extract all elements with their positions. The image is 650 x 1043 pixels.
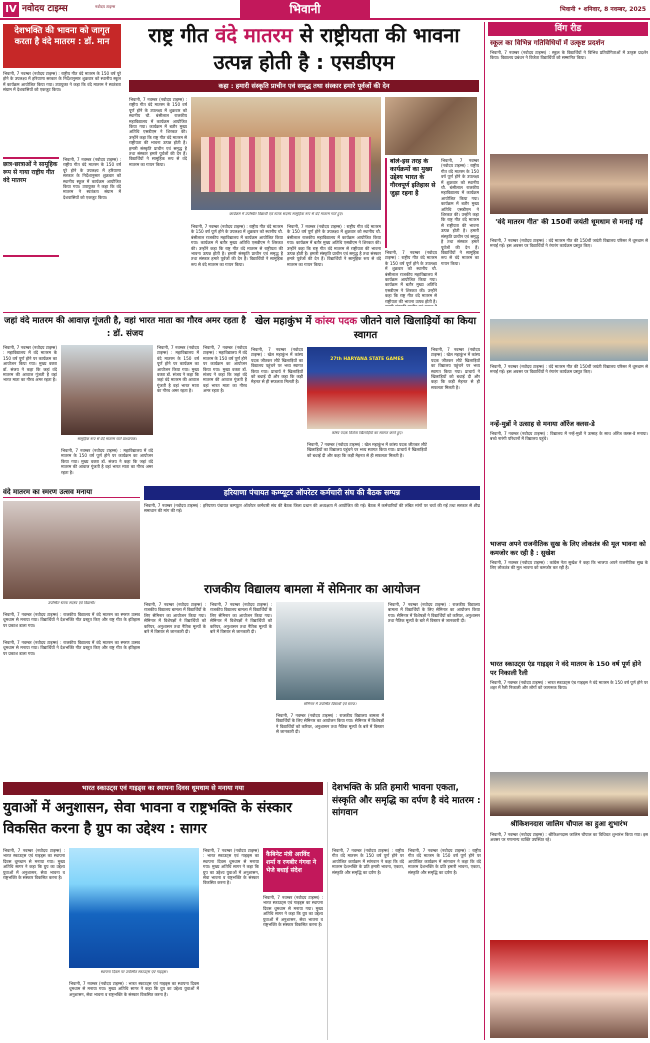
smaran-body: भिवानी, 7 नवम्बर (नवोदय टाइम्स) : राजकीय विद्यालय में वंदे मातरम का स्मरण उत्सव धूमधाम से मनाया गया। विद्यार्थियों ने देशभक्ति गीत प्रस्तुत किए और राष्ट्र गीत के इतिहास पर प्रकाश डाला गया। <box>3 612 140 628</box>
seminar-story <box>144 580 480 776</box>
sanjay-headline: जहां वंदे मातरम की आवाज़ गूंजती है, वहां भारत माता का गौरव अमर रहता है : डॉ. संजय <box>4 316 246 339</box>
left-story-body-cont: भिवानी, 7 नवम्बर (नवोदय टाइम्स) : राष्ट्रीय गीत वंदे मातरम के 150 वर्ष पूरे होने के उपलक्ष्य में हरियाणा सरकार के निर्देशानुसार शुक्रवार को स्थानीय स्कूल में कार्यक्रम आयोजित किया गया। उपायुक्त ने कहा कि वंदे मातरम ने स्वतंत्रता संग्राम में देशवासियों को एकजुट किया। <box>63 157 121 200</box>
lead-headline: राष्ट्र गीत वंदे मातरम से राष्ट्रीयता की भावना उत्पन्न होती है : एसडीएम <box>148 23 460 74</box>
lead-photo <box>191 97 381 210</box>
paper-name: नवोदय टाइम्स <box>22 4 68 14</box>
sports-photo <box>307 347 427 429</box>
lead-photo-caption: कार्यक्रम में उपस्थित विद्यार्थी एवं स्टाफ सदस्य सामूहिक रूप से वंदे मातरम गाते हुए। <box>229 212 343 216</box>
lead-body-col1: भिवानी, 7 नवम्बर (नवोदय टाइम्स) : राष्ट्रीय गीत वंदे मातरम के 150 वर्ष पूर्ण होने के उपलक्ष्य में शुक्रवार को स्थानीय चौ. बंसीलाल राजकीय महाविद्यालय में कार्यक्रम आयोजित किया गया। कार्यक्रम में बतौर मुख्य अतिथि एसडीएम ने शिरकत की। उन्होंने कहा कि राष्ट्र गीत वंदे मातरम से राष्ट्रीयता की भावना उत्पन्न होती है। हमारी संस्कृति प्राचीन एवं समृद्ध है तथा संस्कार हमारे पूर्वजों की देन हैं। विद्यार्थियों ने सामूहिक रूप से वंदे मातरम का गायन किया। <box>129 97 187 167</box>
seminar-headline: राजकीय विद्यालय बामला में सेमिनार का आयोजन <box>204 582 420 596</box>
left-story-pullquote: छात्र-छात्राओं ने सामूहिक रूप से गाया राष्ट्रीय गीत वंदे मातरम <box>3 157 59 257</box>
sanjay-story <box>3 312 247 482</box>
lead-pullquote: बोले-इस तरह के कार्यक्रमों का मुख्य उद्देश्य भारत के गौरवपूर्ण इतिहास से जुड़ा रहना है <box>385 158 437 248</box>
scouts-body-col4: भिवानी, 7 नवम्बर (नवोदय टाइम्स) : भारत स्काउट्स एवं गाइड्स का स्थापना दिवस धूमधाम से मनाया गया। मुख्य अतिथि सागर ने कहा कि ग्रुप का उद्देश्य युवाओं में अनुशासन, सेवा भावना व राष्ट्रभक्ति के संस्कार विकसित करना है। <box>263 895 323 928</box>
section-title: भिवानी <box>240 0 370 18</box>
sports-body-col2: भिवानी, 7 नवम्बर (नवोदय टाइम्स) : खेल महाकुंभ में कांस्य पदक जीतकर लौटे खिलाड़ियों का विद्यालय पहुंचने पर भव्य स्वागत किया गया। प्राचार्य ने खिलाड़ियों को बधाई दी और कहा कि कड़ी मेहनत से ही सफलता मिलती है। <box>307 442 427 458</box>
smaran-headline: वंदे मातरम का स्मरण उत्सव मनाया <box>3 486 140 498</box>
sidebar-header: विंग रीड <box>488 22 648 36</box>
lead-body-col3: भिवानी, 7 नवम्बर (नवोदय टाइम्स) : राष्ट्रीय गीत वंदे मातरम के 150 वर्ष पूर्ण होने के उपलक्ष्य में शुक्रवार को स्थानीय चौ. बंसीलाल राजकीय महाविद्यालय में कार्यक्रम आयोजित किया गया। कार्यक्रम में बतौर मुख्य अतिथि एसडीएम ने शिरकत की। उन्होंने कहा कि राष्ट्र गीत वंदे मातरम से राष्ट्रीयता की भावना उत्पन्न होती है। हमारी संस्कृति प्राचीन एवं समृद्ध है तथा संस्कार हमारे पूर्वजों की देन हैं। विद्यार्थियों ने सामूहिक रूप से वंदे मातरम का गायन किया। <box>287 224 381 267</box>
lead-side-photo <box>385 97 477 155</box>
scouts-body-col3: भिवानी, 7 नवम्बर (नवोदय टाइम्स) : भारत स्काउट्स एवं गाइड्स का स्थापना दिवस धूमधाम से मनाया गया। मुख्य अतिथि सागर ने कहा कि ग्रुप का उद्देश्य युवाओं में अनुशासन, सेवा भावना व राष्ट्रभक्ति के संस्कार विकसित करना है। <box>203 848 259 886</box>
masthead <box>0 0 650 20</box>
smaran-story <box>3 486 140 636</box>
sidebar-story6-photo <box>490 940 648 1038</box>
sanjay-photo <box>61 345 153 435</box>
sidebar-story6-body: भिवानी, 7 नवम्बर (नवोदय टाइम्स) : श्रीकिशनदास जालिम चौपाल का विधिवत शुभारंभ किया गया। इस अवसर पर गणमान्य व्यक्ति उपस्थित रहे। <box>490 832 648 843</box>
scouts-body-col2: भिवानी, 7 नवम्बर (नवोदय टाइम्स) : भारत स्काउट्स एवं गाइड्स का स्थापना दिवस धूमधाम से मनाया गया। मुख्य अतिथि सागर ने कहा कि ग्रुप का उद्देश्य युवाओं में अनुशासन, सेवा भावना व राष्ट्रभक्ति के संस्कार विकसित करना है। <box>69 981 199 997</box>
sports-headline: खेल महाकुंभ में कांस्य पदक जीतने वाले खिलाड़ियों का किया स्वागत <box>254 316 477 341</box>
scouts-story <box>3 782 323 1040</box>
sports-caption: कांस्य पदक विजेता खिलाड़ियों का स्वागत करते हुए। <box>331 431 403 435</box>
scouts-body-col1: भिवानी, 7 नवम्बर (नवोदय टाइम्स) : भारत स्काउट्स एवं गाइड्स का स्थापना दिवस धूमधाम से मनाया गया। मुख्य अतिथि सागर ने कहा कि ग्रुप का उद्देश्य युवाओं में अनुशासन, सेवा भावना व राष्ट्रभक्ति के संस्कार विकसित करना है। <box>3 848 65 881</box>
sanjay-caption: सामूहिक रूप से वंदे मातरम गाते प्राध्यापक। <box>77 437 137 441</box>
lead-story <box>125 22 480 306</box>
sidebar-story5-photo <box>490 772 648 816</box>
scouts-sub-box: कैबिनेट मंत्री अरविंद शर्मा व रणबीर गंगवा ने भेजे बधाई संदेश <box>263 848 323 892</box>
sidebar-story4-headline: भाजपा अपने राजनीतिक सुख के लिए लोकतंत्र की मूल भावना को कमजोर कर रही है : सुखेश <box>490 540 646 557</box>
panchayat-story <box>144 486 480 576</box>
scouts-kicker: भारत स्काउट्स एवं गाइड्स का स्थापना दिवस धूमधाम से मनाया गया <box>3 782 323 795</box>
scouts-caption: स्थापना दिवस पर उपस्थित स्काउट्स एवं गाइड्स। <box>100 970 168 974</box>
issue-date: भिवानी • शनिवार, 8 नवम्बर, 2025 <box>559 6 646 13</box>
seminar-body-col4: भिवानी, 7 नवम्बर (नवोदय टाइम्स) : राजकीय विद्यालय बामला में विद्यार्थियों के लिए सेमिनार का आयोजन किया गया। सेमिनार में विशेषज्ञों ने विद्यार्थियों को करियर, अनुशासन तथा नैतिक मूल्यों के बारे में विस्तार से जानकारी दी। <box>388 602 480 624</box>
sports-body-col3: भिवानी, 7 नवम्बर (नवोदय टाइम्स) : खेल महाकुंभ में कांस्य पदक जीतकर लौटे खिलाड़ियों का विद्यालय पहुंचने पर भव्य स्वागत किया गया। प्राचार्य ने खिलाड़ियों को बधाई दी और कहा कि कड़ी मेहनत से ही सफलता मिलती है। <box>431 347 480 390</box>
smaran-caption: उपस्थित स्टाफ सदस्य एवं विद्यार्थी। <box>47 601 96 605</box>
sanskriti-headline: देशभक्ति के प्रति हमारी भावना एकता, संस्कृति और समृद्धि का दर्पण है वंदे मातरम : सांगवान <box>332 783 481 818</box>
sidebar-story2-headline: 'वंदे मातरम गीत' की 150वीं जयंती धूमधाम से मनाई गई <box>495 218 643 226</box>
left-story-headline: देशभक्ति की भावना को जागृत करता है वंदे मातरम : डॉ. मान <box>3 24 121 68</box>
lead-body-col2: भिवानी, 7 नवम्बर (नवोदय टाइम्स) : राष्ट्रीय गीत वंदे मातरम के 150 वर्ष पूर्ण होने के उपलक्ष्य में शुक्रवार को स्थानीय चौ. बंसीलाल राजकीय महाविद्यालय में कार्यक्रम आयोजित किया गया। कार्यक्रम में बतौर मुख्य अतिथि एसडीएम ने शिरकत की। उन्होंने कहा कि राष्ट्र गीत वंदे मातरम से राष्ट्रीयता की भावना उत्पन्न होती है। हमारी संस्कृति प्राचीन एवं समृद्ध है तथा संस्कार हमारे पूर्वजों की देन हैं। विद्यार्थियों ने सामूहिक रूप से वंदे मातरम का गायन किया। <box>191 224 283 267</box>
scouts-photo <box>69 848 199 968</box>
sidebar-story4-body: भिवानी, 7 नवम्बर (नवोदय टाइम्स) : कांग्रेस नेता सुखेश ने कहा कि भाजपा अपने राजनीतिक सुख के लिए लोकतंत्र की मूल भावना को कमजोर कर रही है। <box>490 560 648 571</box>
sanjay-body-col2: भिवानी, 7 नवम्बर (नवोदय टाइम्स) : महाविद्यालय में वंदे मातरम के 150 वर्ष पूर्ण होने पर कार्यक्रम का आयोजन किया गया। मुख्य वक्ता डॉ. संजय ने कहा कि जहां वंदे मातरम की आवाज गूंजती है वहां भारत माता का गौरव अमर रहता है। <box>61 448 153 475</box>
scouts-headline: युवाओं में अनुशासन, सेवा भावना व राष्ट्रभक्ति के संस्कार विकसित करना है ग्रुप का उद्देश्य : सागर <box>3 800 292 837</box>
smaran-body-cont: भिवानी, 7 नवम्बर (नवोदय टाइम्स) : राजकीय विद्यालय में वंदे मातरम का स्मरण उत्सव धूमधाम से मनाया गया। विद्यार्थियों ने देशभक्ति गीत प्रस्तुत किए और राष्ट्र गीत के इतिहास पर प्रकाश डाला गया। <box>3 640 140 656</box>
lead-body-col4: भिवानी, 7 नवम्बर (नवोदय टाइम्स) : राष्ट्रीय गीत वंदे मातरम के 150 वर्ष पूर्ण होने के उपलक्ष्य में शुक्रवार को स्थानीय चौ. बंसीलाल राजकीय महाविद्यालय में कार्यक्रम आयोजित किया गया। कार्यक्रम में बतौर मुख्य अतिथि एसडीएम ने शिरकत की। उन्होंने कहा कि राष्ट्र गीत वंदे मातरम से राष्ट्रीयता की भावना उत्पन्न होती है। हमारी संस्कृति प्राचीन एवं समृद्ध है तथा संस्कार हमारे पूर्वजों की देन हैं। विद्यार्थियों ने सामूहिक रूप से वंदे मातरम का गायन किया। <box>441 158 479 266</box>
sidebar-story3-body: भिवानी, 7 नवम्बर (नवोदय टाइम्स) : विद्यालय में नन्हें-मुन्नों ने उत्साह के साथ ऑरेंज क्लस-डे मनाया। बच्चे नारंगी परिधानों में विद्यालय पहुंचे। <box>490 431 648 442</box>
panchayat-body: भिवानी, 7 नवम्बर (नवोदय टाइम्स) : हरियाणा पंचायत कम्प्यूटर ऑपरेटर कर्मचारी संघ की बैठक जिला प्रधान की अध्यक्षता में आयोजित की गई। बैठक में कर्मचारियों की लंबित मांगों पर चर्चा की गई तथा सरकार से शीघ्र समाधान की मांग की गई। <box>144 503 480 514</box>
sidebar-story1-headline: स्कूल का विभिन्न गतिविधियों में उत्कृष्ट प्रदर्शन <box>490 39 605 47</box>
left-story-body: भिवानी, 7 नवम्बर (नवोदय टाइम्स) : राष्ट्रीय गीत वंदे मातरम के 150 वर्ष पूरे होने के उपलक्ष्य में हरियाणा सरकार के निर्देशानुसार शुक्रवार को स्थानीय स्कूल में कार्यक्रम आयोजित किया गया। उपायुक्त ने कहा कि वंदे मातरम ने स्वतंत्रता संग्राम में देशवासियों को एकजुट किया। <box>3 71 121 93</box>
smaran-photo <box>3 501 140 599</box>
sanjay-body-col3: भिवानी, 7 नवम्बर (नवोदय टाइम्स) : महाविद्यालय में वंदे मातरम के 150 वर्ष पूर्ण होने पर कार्यक्रम का आयोजन किया गया। मुख्य वक्ता डॉ. संजय ने कहा कि जहां वंदे मातरम की आवाज गूंजती है वहां भारत माता का गौरव अमर रहता है। <box>157 345 199 394</box>
page-number: IV <box>3 2 19 17</box>
sidebar-story1-photo <box>490 154 648 214</box>
lead-body-col5: भिवानी, 7 नवम्बर (नवोदय टाइम्स) : राष्ट्रीय गीत वंदे मातरम के 150 वर्ष पूर्ण होने के उपलक्ष्य में शुक्रवार को स्थानीय चौ. बंसीलाल राजकीय महाविद्यालय में कार्यक्रम आयोजित किया गया। कार्यक्रम में बतौर मुख्य अतिथि एसडीएम ने शिरकत की। उन्होंने कहा कि राष्ट्र गीत वंदे मातरम से राष्ट्रीयता की भावना उत्पन्न होती है। <box>385 250 437 304</box>
sidebar-story2-body: भिवानी, 7 नवम्बर (नवोदय टाइम्स) : वंदे मातरम गीत की 150वीं जयंती विद्यालय परिसर में धूमधाम से मनाई गई। इस अवसर पर विद्यार्थियों ने रंगारंग कार्यक्रम प्रस्तुत किए। <box>490 238 648 249</box>
sanjay-body-col4: भिवानी, 7 नवम्बर (नवोदय टाइम्स) : महाविद्यालय में वंदे मातरम के 150 वर्ष पूर्ण होने पर कार्यक्रम का आयोजन किया गया। मुख्य वक्ता डॉ. संजय ने कहा कि जहां वंदे मातरम की आवाज गूंजती है वहां भारत माता का गौरव अमर रहता है। <box>203 345 247 394</box>
seminar-body-col2: भिवानी, 7 नवम्बर (नवोदय टाइम्स) : राजकीय विद्यालय बामला में विद्यार्थियों के लिए सेमिनार का आयोजन किया गया। सेमिनार में विशेषज्ञों ने विद्यार्थियों को करियर, अनुशासन तथा नैतिक मूल्यों के बारे में विस्तार से जानकारी दी। <box>210 602 272 635</box>
panchayat-headline: हरियाणा पंचायत कम्प्यूटर ऑपरेटर कर्मचारी संघ की बैठक सम्पन्न <box>144 486 480 500</box>
sports-story <box>251 312 480 482</box>
seminar-body-col1: भिवानी, 7 नवम्बर (नवोदय टाइम्स) : राजकीय विद्यालय बामला में विद्यार्थियों के लिए सेमिनार का आयोजन किया गया। सेमिनार में विशेषज्ञों ने विद्यार्थियों को करियर, अनुशासन तथा नैतिक मूल्यों के बारे में विस्तार से जानकारी दी। <box>144 602 206 635</box>
sidebar <box>484 22 647 1040</box>
sidebar-story3-headline: नन्हें-मुन्नों ने उत्साह से मनाया ऑरेंज क्लस-डे <box>490 420 595 428</box>
sidebar-story5-body: भिवानी, 7 नवम्बर (नवोदय टाइम्स) : भारत स्काउट्स एंड गाइड्स ने वंदे मातरम के 150 वर्ष पूर्ण होने पर शहर में रैली निकाली और लोगों को जागरूक किया। <box>490 680 648 691</box>
sidebar-story2-photo <box>490 319 648 361</box>
sanskriti-body-col2: भिवानी, 7 नवम्बर (नवोदय टाइम्स) : राष्ट्रीय गीत वंदे मातरम के 150 वर्ष पूर्ण होने पर आयोजित कार्यक्रम में सांगवान ने कहा कि वंदे मातरम देशभक्ति के प्रति हमारी भावना, एकता, संस्कृति और समृद्धि का दर्पण है। <box>408 848 481 875</box>
seminar-body-col3: भिवानी, 7 नवम्बर (नवोदय टाइम्स) : राजकीय विद्यालय बामला में विद्यार्थियों के लिए सेमिनार का आयोजन किया गया। सेमिनार में विशेषज्ञों ने विद्यार्थियों को करियर, अनुशासन तथा नैतिक मूल्यों के बारे में विस्तार से जानकारी दी। <box>276 713 384 735</box>
sidebar-story6-headline: श्रीकिशनदास जालिम चौपाल का हुआ शुभारंभ <box>510 820 628 828</box>
seminar-photo <box>276 602 384 700</box>
sanjay-body-col1: भिवानी, 7 नवम्बर (नवोदय टाइम्स) : महाविद्यालय में वंदे मातरम के 150 वर्ष पूर्ण होने पर कार्यक्रम का आयोजन किया गया। मुख्य वक्ता डॉ. संजय ने कहा कि जहां वंदे मातरम की आवाज गूंजती है वहां भारत माता का गौरव अमर रहता है। <box>3 345 57 383</box>
sanskriti-body-col1: भिवानी, 7 नवम्बर (नवोदय टाइम्स) : राष्ट्रीय गीत वंदे मातरम के 150 वर्ष पूर्ण होने पर आयोजित कार्यक्रम में सांगवान ने कहा कि वंदे मातरम देशभक्ति के प्रति हमारी भावना, एकता, संस्कृति और समृद्धि का दर्पण है। <box>332 848 404 875</box>
sidebar-story1-body: भिवानी, 7 नवम्बर (नवोदय टाइम्स) : स्कूल के विद्यार्थियों ने विभिन्न प्रतियोगिताओं में उत्कृष्ट प्रदर्शन किया। विद्यालय प्रबंधन ने विजेता विद्यार्थियों को सम्मानित किया। <box>490 50 648 61</box>
sports-body-col1: भिवानी, 7 नवम्बर (नवोदय टाइम्स) : खेल महाकुंभ में कांस्य पदक जीतकर लौटे खिलाड़ियों का विद्यालय पहुंचने पर भव्य स्वागत किया गया। प्राचार्य ने खिलाड़ियों को बधाई दी और कहा कि कड़ी मेहनत से ही सफलता मिलती है। <box>251 347 303 385</box>
lead-subhead: कहा : हमारी संस्कृति प्राचीन एवं समृद्ध तथा संस्कार हमारे पूर्वजों की देन <box>129 80 479 92</box>
sanskriti-story <box>327 782 480 1040</box>
sports-banner-text: 27th HARYANA STATE GAMES <box>330 357 404 362</box>
left-story <box>3 24 121 258</box>
sidebar-story2-body-cont: भिवानी, 7 नवम्बर (नवोदय टाइम्स) : वंदे मातरम गीत की 150वीं जयंती विद्यालय परिसर में धूमधाम से मनाई गई। इस अवसर पर विद्यार्थियों ने रंगारंग कार्यक्रम प्रस्तुत किए। <box>490 364 648 375</box>
seminar-caption: सेमिनार में उपस्थित विद्यार्थी एवं स्टाफ। <box>303 702 357 706</box>
edition-tag: नवोदय टाइम्स <box>95 4 116 9</box>
sidebar-story5-headline: भारत स्काउट्स एंड गाइड्स ने वंदे मातरम के 150 वर्ष पूर्ण होने पर निकाली रैली <box>490 660 641 677</box>
